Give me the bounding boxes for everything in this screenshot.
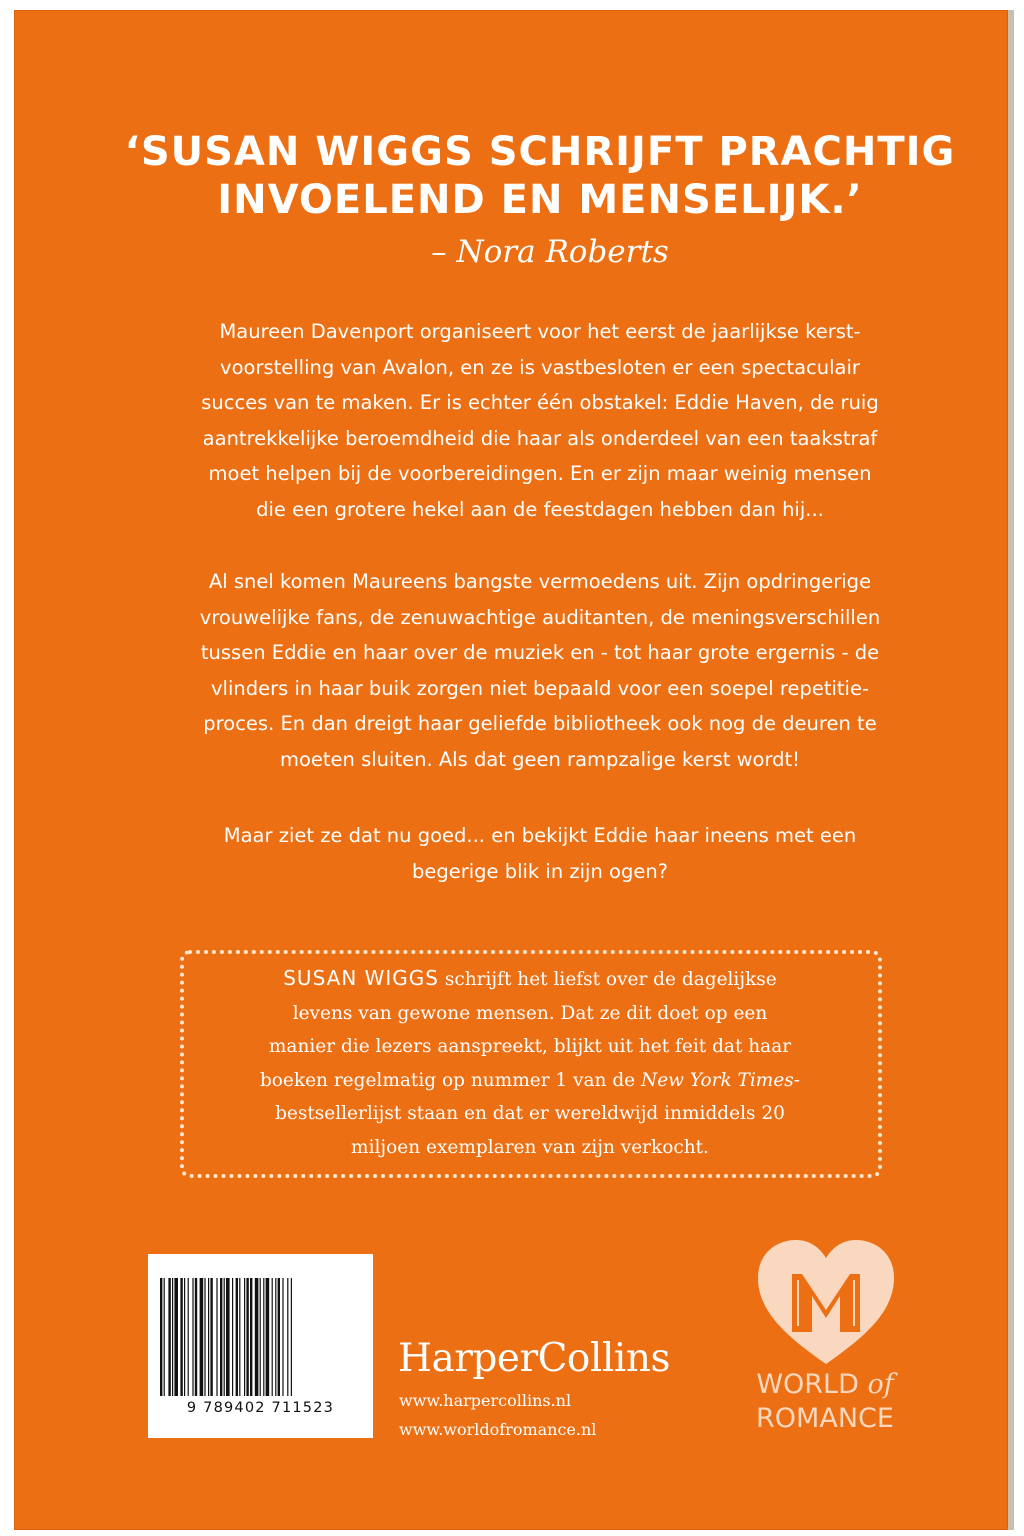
blurb-line: moeten sluiten. Als dat geen rampzalige kerst wordt! [279, 747, 801, 771]
newspaper-title: New York Times [641, 1069, 794, 1091]
barcode-panel [148, 1254, 373, 1438]
blurb-line: vrouwelijke fans, de zenuwachtige auditanten, de meningsverschillen [199, 605, 881, 629]
bio-line-1-text: schrijft het liefst over de dagelijkse [439, 969, 777, 990]
imprint-line-1 [740, 1368, 910, 1402]
imprint-world: WORLD [756, 1369, 868, 1400]
blurb-line: vlinders in haar buik zorgen niet bepaald voor een soepel repetitie- [211, 676, 869, 700]
blurb-line: tussen Eddie en haar over de muziek en - tot haar grote ergernis - de [200, 641, 880, 664]
blurb-line: succes van te maken. Er is echter één obstakel: Eddie Haven, de ruig [201, 391, 879, 414]
blurb-line: die een grotere hekel aan de feestdagen hebben dan hij... [256, 497, 824, 521]
bio-line-4-end: - [793, 1069, 801, 1091]
blurb-line: voorstelling van Avalon, en ze is vastbesloten er een spectaculair [220, 355, 860, 379]
heart-book-icon [752, 1236, 900, 1370]
blurb-line: Al snel komen Maureens bangste vermoedens uit. Zijn opdringerige [208, 570, 872, 593]
bio-line: manier die lezers aanspreekt, blijkt uit het feit dat haar [268, 1036, 792, 1057]
bio-line-4-start: boeken regelmatig op nummer 1 van de [259, 1069, 642, 1091]
cover-edge [1008, 10, 1014, 1530]
bio-line: levens van gewone mensen. Dat ze dit doet op een [292, 1002, 768, 1024]
blurb-line: proces. En dan dreigt haar geliefde bibliotheek ook nog de deuren te [203, 712, 877, 735]
imprint-line-2: ROMANCE [756, 1403, 894, 1434]
blurb-paragraph-1 [120, 314, 960, 527]
blurb-paragraph-2 [120, 564, 960, 777]
quote-author: – Nora Roberts [431, 234, 669, 270]
imprint-logo-text [740, 1368, 910, 1436]
quote-line-2: INVOELEND EN MENSELIJK.’ [217, 177, 863, 223]
blurb-line: Maar ziet ze dat nu goed... en bekijkt Eddie haar ineens met een [223, 824, 857, 847]
blurb-line: begerige blik in zijn ogen? [411, 859, 669, 883]
bio-line: miljoen exemplaren van zijn verkocht. [351, 1136, 709, 1158]
review-quote [100, 128, 980, 224]
quote-line-1: ‘SUSAN WIGGS SCHRIJFT PRACHTIG [124, 129, 956, 175]
imprint-url[interactable]: www.worldofromance.nl [399, 1420, 597, 1439]
imprint-of: of [867, 1369, 894, 1400]
blurb-line: moet helpen bij de voorbereidingen. En er zijn maar weinig mensen [208, 462, 872, 485]
isbn-number: 9 789402 711523 [186, 1400, 335, 1416]
author-bio [210, 962, 850, 1164]
publisher-url[interactable]: www.harpercollins.nl [399, 1391, 572, 1410]
barcode-icon [160, 1278, 361, 1398]
bio-author-name: SUSAN WIGGS [283, 966, 439, 990]
blurb-line: Maureen Davenport organiseert voor het eerst de jaarlijkse kerst- [219, 320, 861, 343]
blurb-paragraph-3 [120, 818, 960, 889]
publisher-name: HarperCollins [398, 1336, 670, 1381]
bio-line [210, 1064, 850, 1098]
bio-line [210, 962, 850, 997]
bio-line: bestsellerlijst staan en dat er wereldwijd inmiddels 20 [275, 1103, 785, 1124]
blurb-line: aantrekkelijke beroemdheid die haar als onderdeel van een taakstraf [202, 426, 878, 450]
